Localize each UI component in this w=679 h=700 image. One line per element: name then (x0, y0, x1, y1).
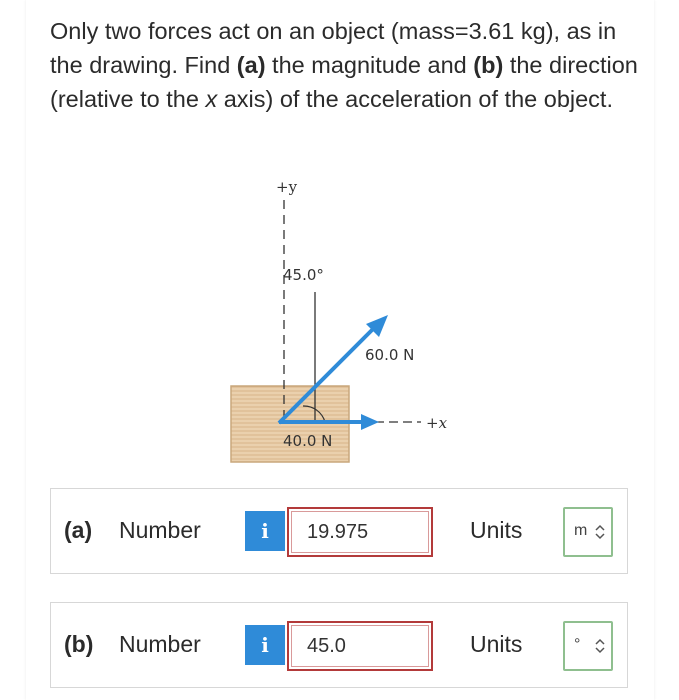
y-axis-label: +y (276, 178, 298, 196)
info-icon[interactable]: i (245, 625, 285, 665)
chevron-up-down-icon (594, 634, 606, 658)
units-label-b: Units (470, 631, 523, 657)
units-select-b[interactable] (563, 621, 613, 671)
answer-a-input[interactable] (287, 507, 433, 557)
number-label-b: Number (119, 631, 201, 657)
part-b-marker: (b) (473, 52, 504, 78)
question-part1: Only two forces act on an object (mass=3.61 kg), as in the drawing. Find (50, 18, 617, 78)
force-40n-arrow-head (361, 414, 379, 430)
x-axis-label: +x (426, 414, 448, 432)
question-part2: the magnitude and (265, 52, 474, 78)
x-variable: x (205, 86, 218, 112)
part-a-label: (a) (64, 517, 93, 543)
part-a-marker: (a) (236, 52, 266, 78)
units-select-a[interactable] (563, 507, 613, 557)
question-part4: axis) of the acceleration of the object. (217, 86, 613, 112)
number-label-a: Number (119, 517, 201, 543)
force-40n-label: 40.0 N (283, 432, 333, 450)
units-label-a: Units (470, 517, 523, 543)
part-b-label: (b) (64, 631, 94, 657)
angle-label: 45.0° (283, 266, 324, 284)
answer-row-a (50, 488, 628, 574)
answer-b-value: 45.0 (307, 635, 346, 657)
chevron-up-down-icon (594, 520, 606, 544)
force-diagram-svg (225, 172, 465, 472)
force-60n-label: 60.0 N (365, 346, 415, 364)
question-part3: the direction (relative to the (50, 52, 638, 112)
answer-a-value: 19.975 (307, 521, 369, 543)
question-text (50, 14, 640, 116)
force-diagram (225, 172, 465, 472)
answer-row-b (50, 602, 628, 688)
info-icon[interactable]: i (245, 511, 285, 551)
answer-b-input[interactable] (287, 621, 433, 671)
units-select-a-value: m (574, 522, 588, 539)
units-select-b-value: ° (574, 636, 581, 653)
